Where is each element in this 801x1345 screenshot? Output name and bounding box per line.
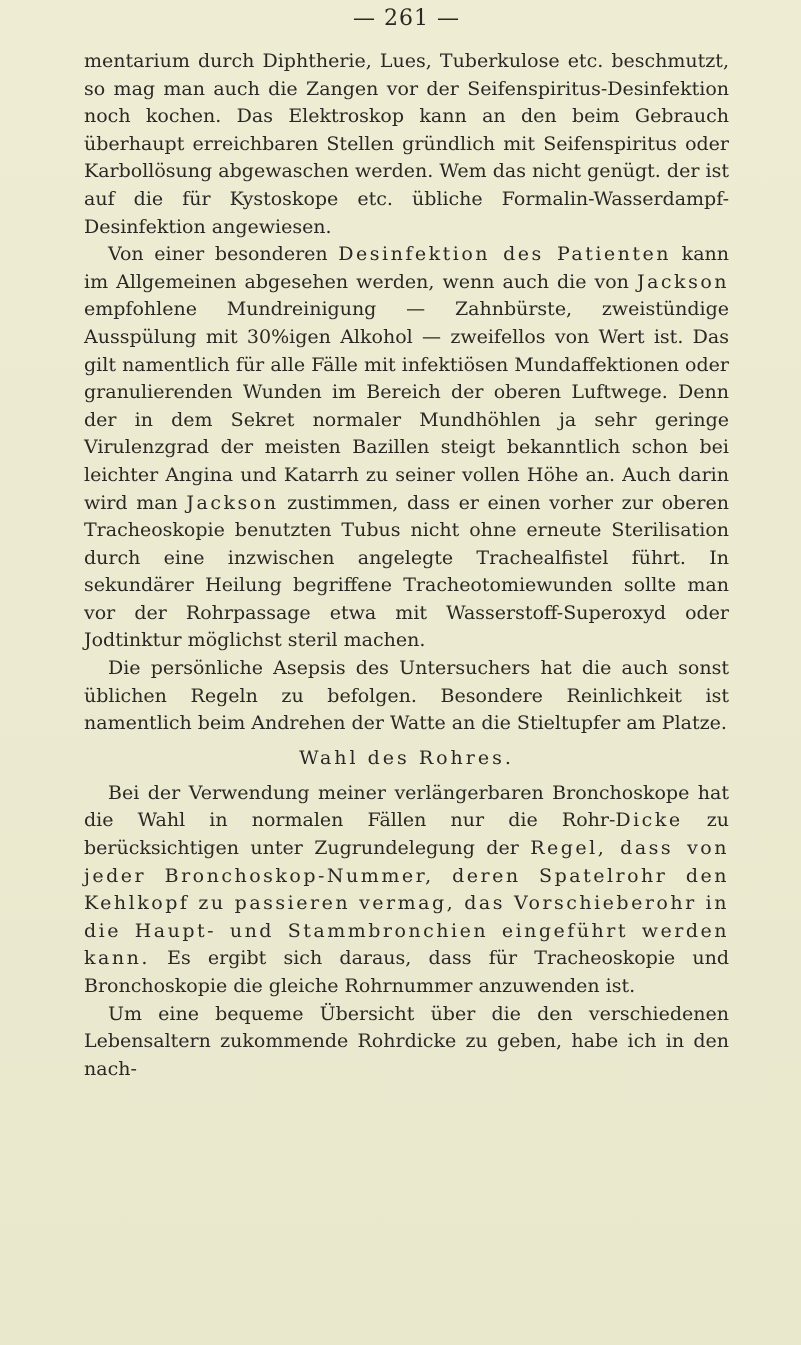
paragraph-5: Um eine bequeme Übersicht über die den verschiedenen Lebensaltern zukommende Rohrdicke zu geben, habe ich in den nach- bbox=[84, 1002, 729, 1080]
paragraph-2 bbox=[84, 241, 729, 655]
section-heading: Wahl des Rohres. bbox=[299, 746, 514, 769]
page-number: — 261 — bbox=[353, 6, 460, 31]
paragraph-3: Die persönliche Asepsis des Untersuchers hat die auch sonst üblichen Regeln zu befolgen. Besondere Reinlichkeit ist namentlich beim Andrehen der Watte an die Stieltupfer am Platze. bbox=[84, 657, 729, 735]
emphasis-jackson-2: Jackson bbox=[186, 491, 279, 514]
emphasis-jackson: Jackson bbox=[636, 270, 729, 293]
emphasis-desinfektion: Desinfektion des Patienten bbox=[338, 243, 672, 266]
paragraph-4 bbox=[84, 780, 729, 1001]
body-text bbox=[84, 48, 729, 1083]
paragraph-2-text-2: kann im Allgemeinen abgesehen werden, wenn auch die von bbox=[84, 243, 729, 293]
paragraph-1: mentarium durch Diphtherie, Lues, Tuberkulose etc. beschmutzt, so mag man auch die Zangen vor der Seifenspiritus-Desinfektion noch kochen. Das Elektroskop kann an den beim Gebrauch überhaupt erreichbaren Stellen gründlich mit Seifenspiritus oder Karbollösung abgewaschen werden. Wem das nicht genügt. der ist auf die für Kystoskope etc. übliche Formalin-Wasserdampf-Desinfektion angewiesen. bbox=[84, 50, 729, 238]
paragraph-2-text-4: zustimmen, dass er einen vorher zur oberen Tracheoskopie benutzten Tubus nicht ohne erneute Sterilisation durch eine inzwischen angelegte Trachealfistel führt. In sekundärer Heilung begriffene Tracheotomiewunden sollte man vor der Rohrpassage etwa mit Wasserstoff-Superoxyd oder Jodtinktur möglichst steril machen. bbox=[84, 491, 729, 652]
paragraph-4-text-2: zu berücksichtigen unter Zugrundelegung der bbox=[84, 809, 729, 860]
emphasis-dicke: Dicke bbox=[615, 809, 683, 832]
paragraph-4-text-1: Bei der Verwendung meiner verlängerbaren Bronchoskope hat die Wahl in normalen Fällen nur die Rohr- bbox=[84, 781, 729, 832]
paragraph-2-text-1: Von einer besonderen bbox=[108, 243, 339, 266]
emphasis-regel: Regel, dass von jeder Bronchoskop-Nummer, deren Spatelrohr den Kehlkopf zu passieren vermag, das Vorschieberohr in die Haupt- und Stammbronchien eingeführt werden kann. bbox=[84, 837, 729, 970]
paragraph-4-text-3: Es ergibt sich daraus, dass für Tracheoskopie und Bronchoskopie die gleiche Rohrnummer anzuwenden ist. bbox=[84, 947, 729, 997]
paragraph-2-text-3: empfohlene Mundreinigung — Zahnbürste, zweistündige Ausspülung mit 30%igen Alkohol — zweifellos von Wert ist. Das gilt namentlich für alle Fälle mit infektiösen Mundaffektionen oder granulierenden Wunden im Bereich der oberen Luftwege. Denn der in dem Sekret normaler Mundhöhlen ja sehr geringe Virulenzgrad der meisten Bazillen steigt bekanntlich schon bei leichter Angina und Katarrh zu seiner vollen Höhe an. Auch darin wird man bbox=[84, 298, 729, 514]
